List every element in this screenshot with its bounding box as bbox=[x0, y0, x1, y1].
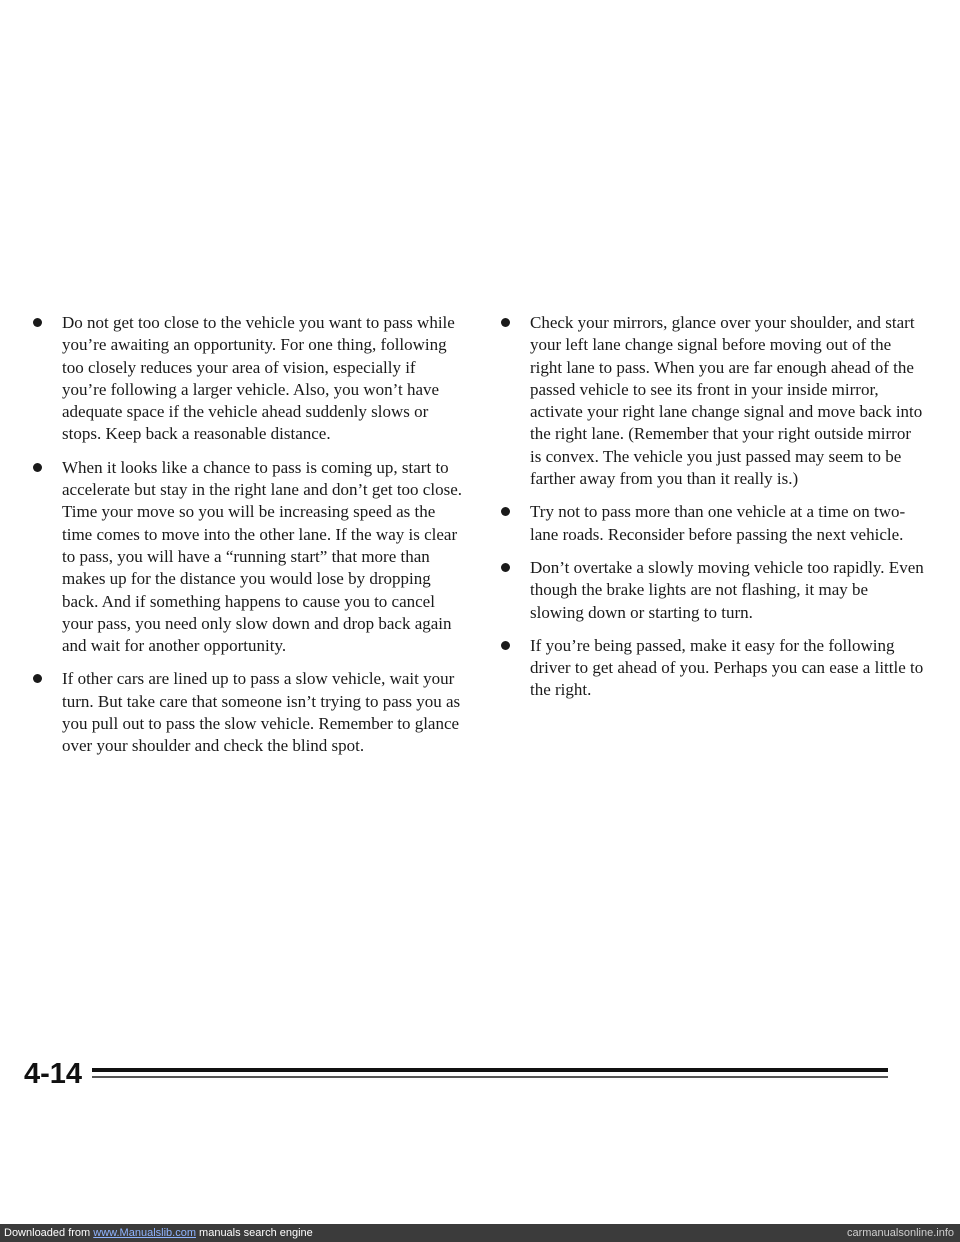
bullet-text: Don’t overtake a slowly moving vehicle too rapidly. Even though the brake lights are not flashing, it may be slowing down or starting to turn. bbox=[530, 557, 924, 622]
bullet-dot-icon bbox=[33, 463, 42, 472]
bullet-dot-icon bbox=[33, 318, 42, 327]
download-footer-text bbox=[4, 1227, 313, 1239]
bullet-item bbox=[496, 501, 926, 546]
bullet-dot-icon bbox=[501, 318, 510, 327]
bullet-text: If other cars are lined up to pass a slow vehicle, wait your turn. But take care that someone isn’t trying to pass you as you pull out to pass the slow vehicle. Remember to glance over your shoulder and check the blind spot. bbox=[62, 669, 461, 756]
footer-prefix: Downloaded from bbox=[4, 1227, 94, 1239]
bullet-item bbox=[496, 312, 926, 490]
bullet-text: Try not to pass more than one vehicle at a time on two-lane roads. Reconsider before passing the next vehicle. bbox=[530, 502, 906, 544]
bullet-item bbox=[28, 457, 464, 658]
bullet-text: Do not get too close to the vehicle you want to pass while you’re awaiting an opportunity. For one thing, following too closely reduces your area of vision, especially if you’re following a larger vehicle. Also, you won’t have adequate space if the vehicle ahead suddenly slows or stops. Keep back a reasonable distance. bbox=[62, 313, 455, 444]
bullet-item bbox=[28, 312, 464, 446]
manualslib-link[interactable]: www.Manualslib.com bbox=[93, 1227, 196, 1239]
page-number: 4-14 bbox=[24, 1058, 83, 1090]
bullet-text: If you’re being passed, make it easy for the following driver to get ahead of you. Perhaps you can ease a little to the right. bbox=[530, 635, 924, 700]
bullet-dot-icon bbox=[501, 507, 510, 516]
bullet-text: Check your mirrors, glance over your shoulder, and start your left lane change signal before moving out of the right lane to pass. When you are far enough ahead of the passed vehicle to see its front in your inside mirror, activate your right lane change signal and move back into the right lane. (Remember that your right outside mirror is convex. The vehicle you just passed may seem to be farther away from you than it really is.) bbox=[530, 313, 923, 489]
bullet-dot-icon bbox=[501, 563, 510, 572]
bullet-item bbox=[496, 635, 926, 702]
bullet-text: When it looks like a chance to pass is coming up, start to accelerate but stay in the right lane and don’t get too close. Time your move so you will be increasing speed as the time comes to move into the other lane. If the way is clear to pass, you will have a “running start” that more than makes up for the distance you would lose by dropping back. And if something happens to cause you to cancel your pass, you need only slow down and drop back again and wait for another opportunity. bbox=[62, 457, 462, 656]
footer-suffix: manuals search engine bbox=[195, 1227, 313, 1239]
left-column bbox=[28, 312, 464, 769]
footer-watermark: carmanualsonline.info bbox=[846, 1227, 954, 1239]
footer-rule bbox=[92, 1068, 888, 1072]
bullet-item bbox=[28, 668, 464, 757]
bullet-item bbox=[496, 557, 926, 624]
footer-rule-thin bbox=[92, 1076, 888, 1078]
bullet-dot-icon bbox=[501, 641, 510, 650]
bullet-dot-icon bbox=[33, 674, 42, 683]
right-column bbox=[496, 312, 926, 713]
